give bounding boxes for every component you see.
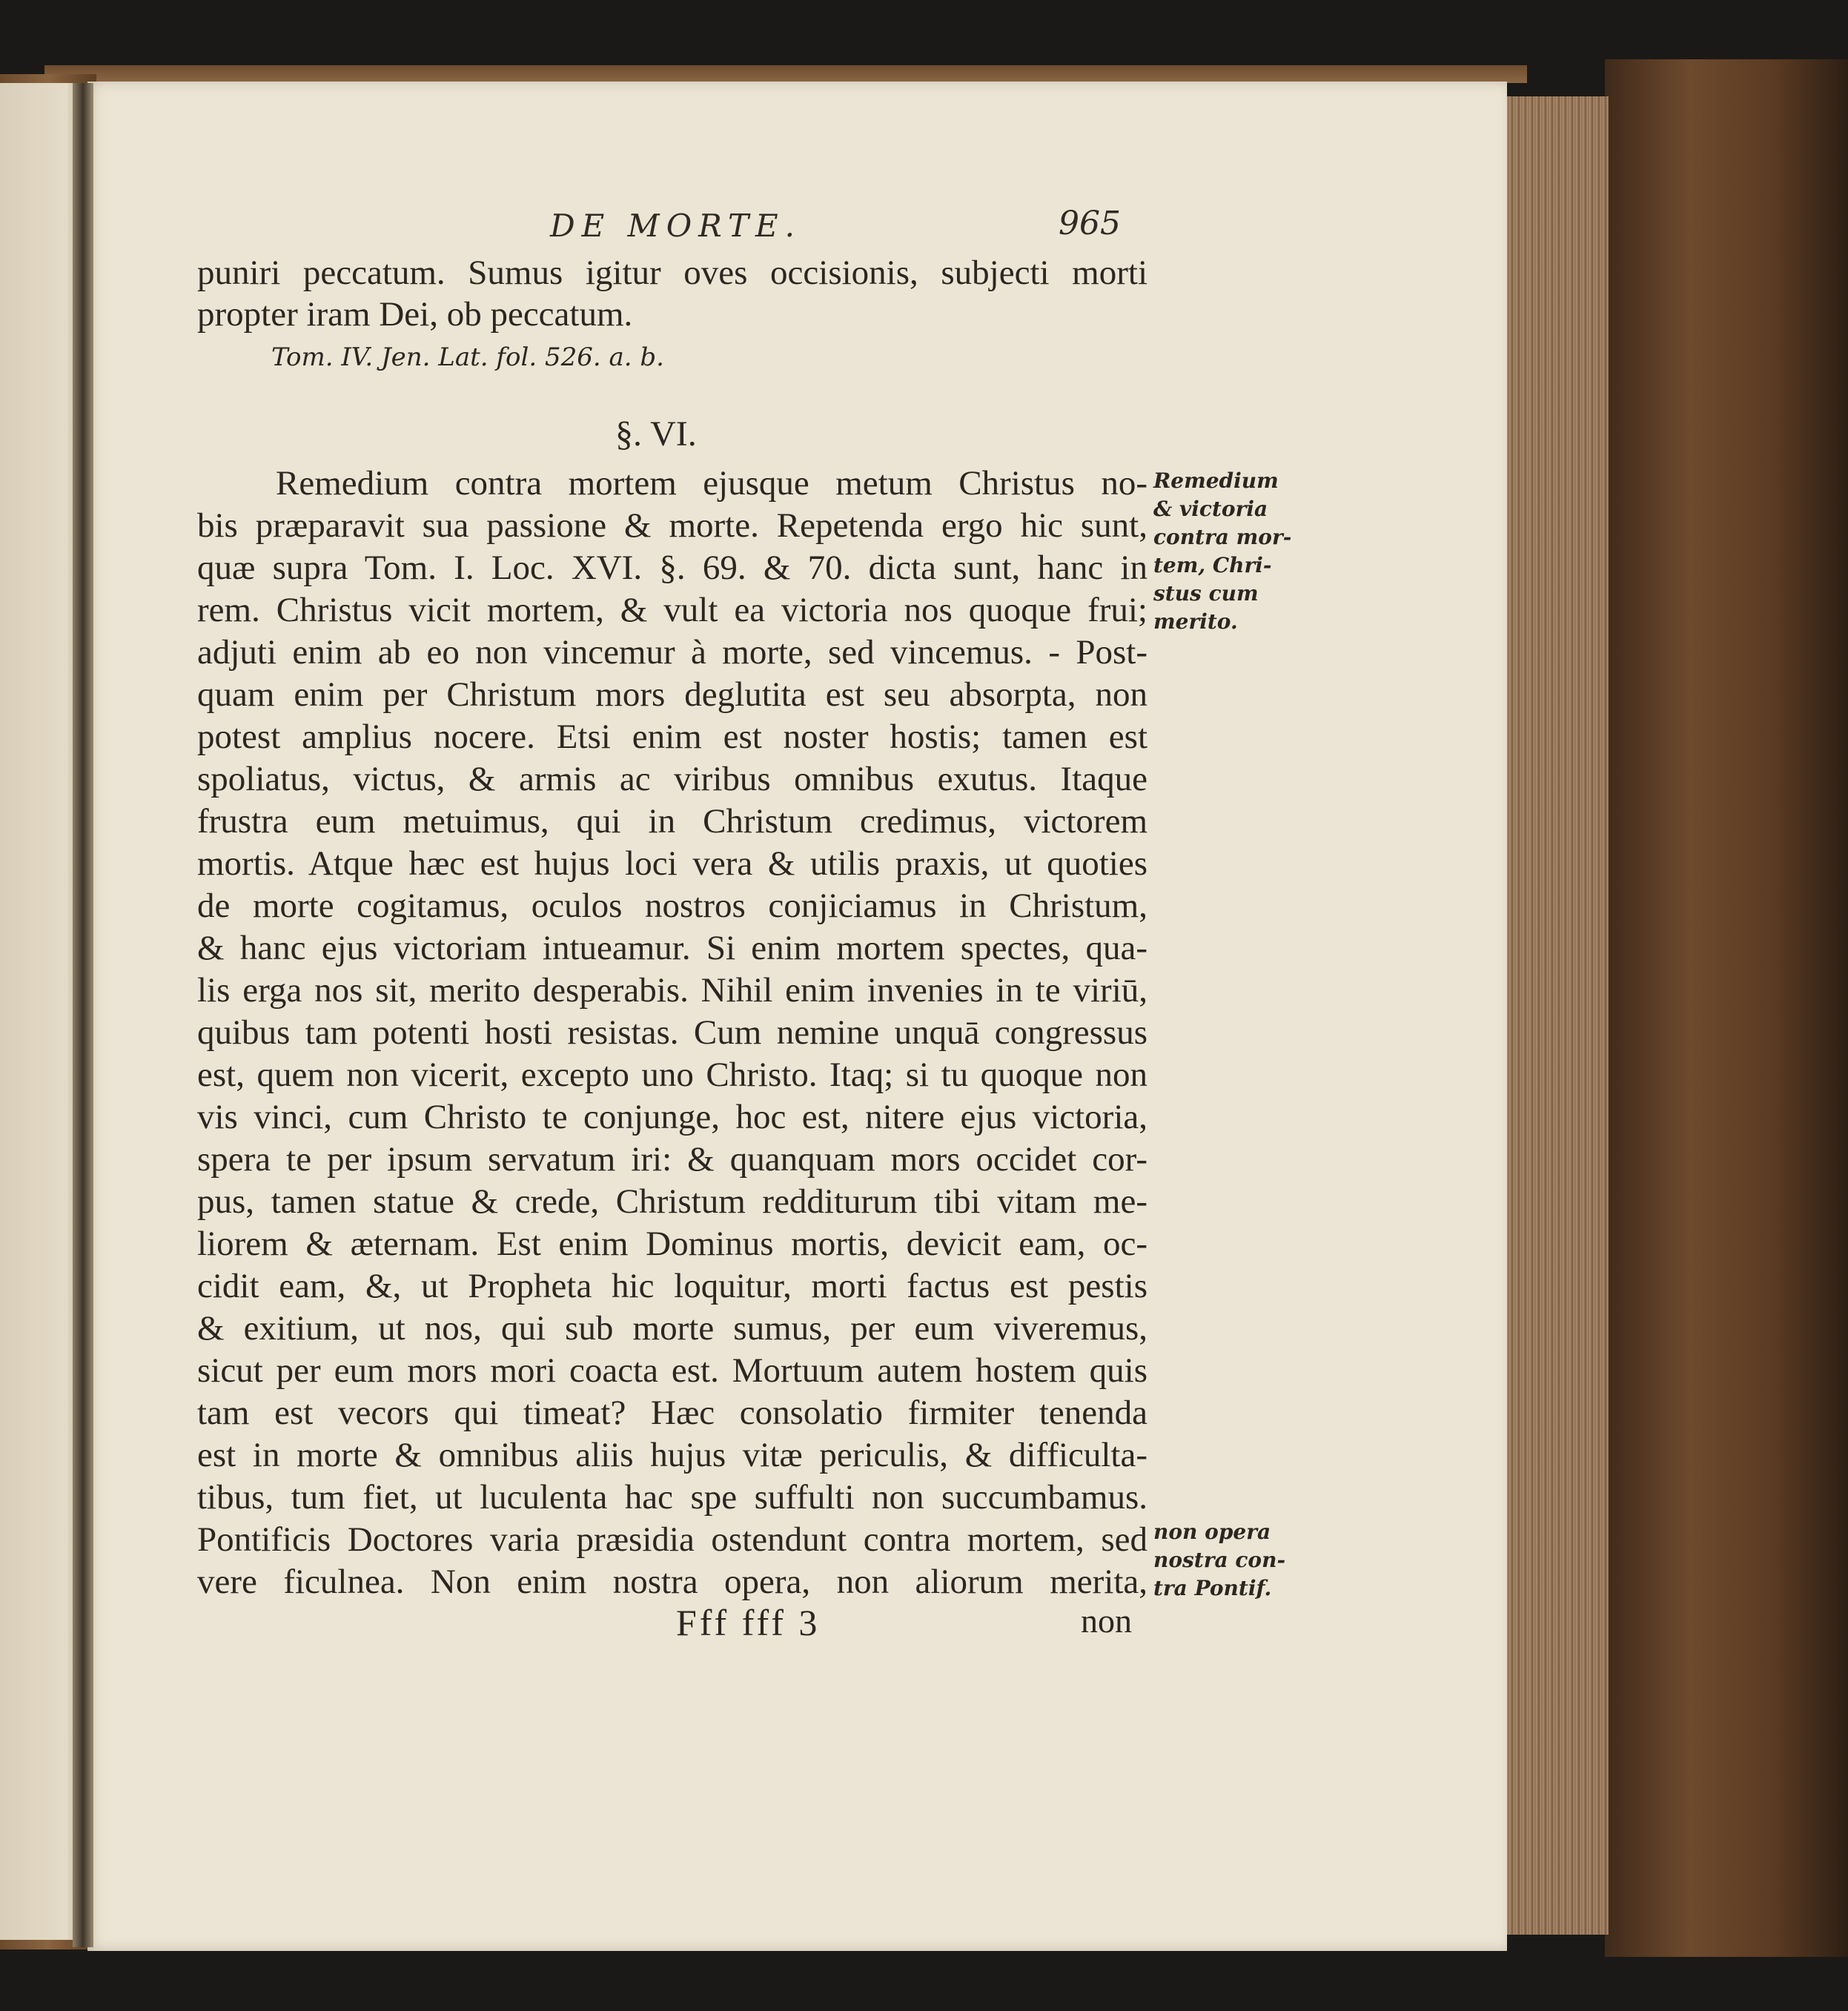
body-line: rem. Christus vicit mortem, & vult ea victoria nos quoque frui;	[197, 591, 1147, 629]
opening-line: propter iram Dei, ob peccatum.	[197, 295, 633, 334]
body-line: spoliatus, victus, & armis ac viribus omnibus exutus. Itaque	[197, 760, 1147, 798]
body-line: adjuti enim ab eo non vincemur à morte, sed vincemus. - Post-	[197, 633, 1147, 672]
margin-note-line: stus cum	[1153, 581, 1259, 606]
body-line: quæ supra Tom. I. Loc. XVI. §. 69. & 70. dicta sunt, hanc in	[197, 549, 1147, 587]
body-line: lis erga nos sit, merito desperabis. Nihil enim invenies in te viriū,	[197, 971, 1147, 1010]
margin-note-line: merito.	[1153, 609, 1238, 634]
book-cover-top-edge	[44, 65, 1527, 83]
body-line: & exitium, ut nos, qui sub morte sumus, per eum viveremus,	[197, 1309, 1147, 1348]
body-line: liorem & æternam. Est enim Dominus mortis, devicit eam, oc-	[197, 1225, 1147, 1263]
body-line: spera te per ipsum servatum iri: & quanquam mors occidet cor-	[197, 1140, 1147, 1179]
body-line: mortis. Atque hæc est hujus loci vera & utilis praxis, ut quoties	[197, 844, 1147, 883]
body-line: Pontificis Doctores varia præsidia ostendunt contra mortem, sed	[197, 1520, 1147, 1559]
body-line: vere ficulnea. Non enim nostra opera, non aliorum merita,	[197, 1563, 1147, 1601]
margin-note-remedium	[1153, 467, 1291, 636]
margin-note-line: nostra con-	[1153, 1548, 1286, 1572]
margin-note-line: & victoria	[1153, 497, 1268, 521]
body-line: Remedium contra mortem ejusque metum Christus no-	[276, 464, 1147, 503]
body-line: pus, tamen statue & crede, Christum redditurum tibi vitam me-	[197, 1182, 1147, 1221]
running-head: DE MORTE.	[550, 208, 802, 244]
body-line: potest amplius nocere. Etsi enim est noster hostis; tamen est	[197, 718, 1147, 756]
opening-line: puniri peccatum. Sumus igitur oves occisionis, subjecti morti	[197, 254, 1147, 292]
section-heading: §. VI.	[615, 414, 697, 454]
page-number: 965	[1059, 205, 1121, 242]
margin-note-line: tem, Chri-	[1153, 553, 1272, 577]
body-line: sicut per eum mors mori coacta est. Mortuum autem hostem quis	[197, 1351, 1147, 1390]
body-line: de morte cogitamus, oculos nostros conjiciamus in Christum,	[197, 887, 1147, 925]
margin-note-line: Remedium	[1153, 468, 1279, 493]
body-line: tibus, tum fiet, ut luculenta hac spe suffulti non succumbamus.	[197, 1478, 1147, 1517]
signature-mark: Fff fff 3	[676, 1602, 821, 1643]
body-line: tam est vecors qui timeat? Hæc consolatio firmiter tenenda	[197, 1394, 1147, 1432]
body-line: quam enim per Christum mors deglutita est seu absorpta, non	[197, 675, 1147, 714]
book-gutter	[73, 83, 93, 1947]
margin-note-line: contra mor-	[1153, 525, 1292, 549]
body-line: bis præparavit sua passione & morte. Repetenda ergo hic sunt,	[197, 506, 1147, 545]
page-block-edges	[1501, 96, 1609, 1935]
source-reference: Tom. IV. Jen. Lat. fol. 526. a. b.	[271, 342, 664, 372]
margin-note-line: tra Pontif.	[1153, 1576, 1272, 1600]
body-line: frustra eum metuimus, qui in Christum credimus, victorem	[197, 802, 1147, 841]
body-line: vis vinci, cum Christo te conjunge, hoc est, nitere ejus victoria,	[197, 1098, 1147, 1136]
margin-note-line: non opera	[1153, 1520, 1271, 1544]
body-line: & hanc ejus victoriam intueamur. Si enim mortem spectes, qua-	[197, 929, 1147, 967]
body-line: est, quem non vicerit, excepto uno Christo. Itaq; si tu quoque non	[197, 1056, 1147, 1094]
body-line: quibus tam potenti hosti resistas. Cum nemine unquā congressus	[197, 1013, 1147, 1052]
margin-note-non-opera	[1153, 1518, 1285, 1603]
left-page-edge	[0, 83, 83, 1940]
catchword: non	[1081, 1602, 1132, 1640]
body-line: cidit eam, &, ut Propheta hic loquitur, morti factus est pestis	[197, 1267, 1147, 1305]
body-line: est in morte & omnibus aliis hujus vitæ periculis, & difficulta-	[197, 1436, 1147, 1474]
right-cover-board	[1605, 59, 1848, 1957]
